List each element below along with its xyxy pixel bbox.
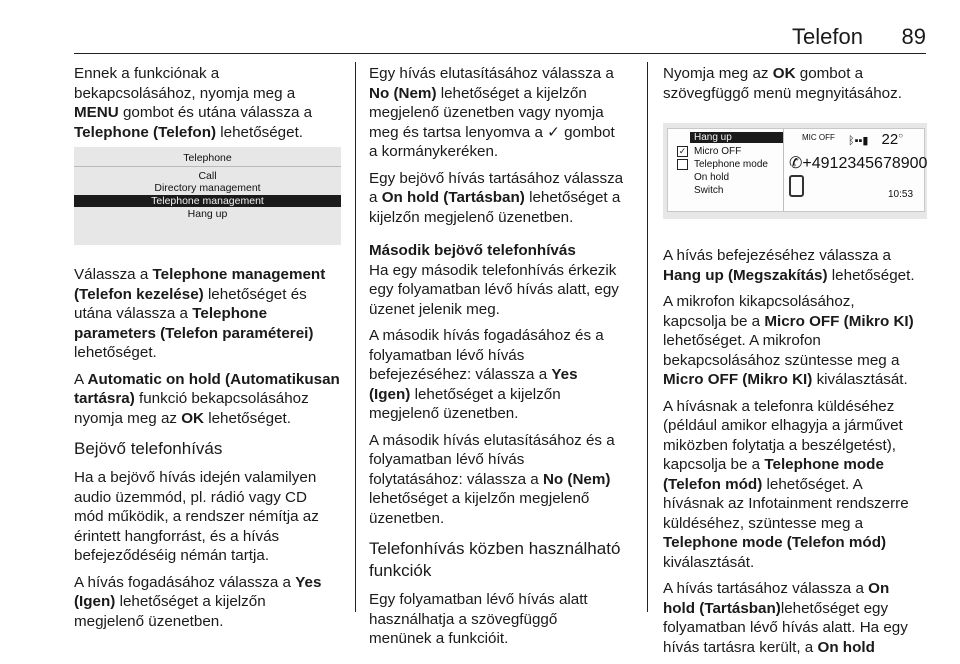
bluetooth-signal-icon: ᛒ▪▪▮ — [848, 135, 869, 147]
telephone-mode-checkbox-icon — [677, 159, 688, 170]
phone-display-screenshot — [663, 123, 927, 219]
status-bar — [848, 131, 903, 148]
phone-menu-on-hold: On hold — [694, 172, 730, 183]
second-call-heading: Második bejövő telefonhívás — [369, 242, 576, 259]
phone-menu-hang-up: Hang up — [690, 132, 784, 143]
menu-item-directory: Directory management — [154, 182, 261, 194]
check-icon: ✓ — [547, 123, 560, 141]
telephone-management-paragraph: Válassza a Telephone management (Telefon kezelése) lehetőséget és utána válassza a Telephone parameters (Telefon paraméterei) lehetőséget. — [74, 266, 326, 361]
second-call-paragraph: Ha egy második telefonhívás érkezik egy folyamatban lévő hívás alatt, egy üzenet jelenik meg. — [369, 261, 619, 318]
phone-number: ✆+4912345678900 — [789, 155, 928, 172]
degree-icon: ○ — [898, 131, 904, 140]
running-header-title: Telefon — [792, 24, 863, 49]
incoming-call-heading: Bejövő telefonhívás — [74, 439, 223, 458]
menu-item-call: Call — [198, 170, 217, 182]
on-hold-paragraph: A hívás tartásához válassza a On hold (Tartásban)lehetőséget egy folyamatban lévő hívás alatt. Ha egy hívás tartásra került, a On hold — [663, 580, 908, 656]
column-divider-2 — [647, 62, 648, 612]
temperature-readout: 22 — [881, 131, 899, 148]
page-number: 89 — [901, 24, 926, 49]
telephone-mode-paragraph: A hívásnak a telefonra küldéséhez (például amikor elhagyja a járművet miközben folytatja a beszélgetést), kapcsolja be a Telephone mode (Telefon mód) lehetőséget. A hívásnak az Infotainment rendszerre küldéséhez, szüntesse meg a Telephone mode (Telefon mód) kiválasztását. — [663, 397, 909, 571]
micro-off-paragraph: A mikrofon kikapcsolásához, kapcsolja be a Micro OFF (Mikro KI) lehetőséget. A mikrofon bekapcsolásához szüntesse meg a Micro OFF (Mikro KI) kiválasztását. — [663, 293, 914, 388]
incoming-call-paragraph: Ha a bejövő hívás idején valamilyen audio üzemmód, pl. rádió vagy CD mód működik, a rendszer némítja az érintett hangforrást, és a hívás befejeződéséig némán tartja. — [74, 469, 319, 564]
telephone-menu-screenshot — [74, 147, 341, 245]
auto-hold-paragraph: A Automatic on hold (Automatikusan tartásra) funkció bekapcsolásához nyomja meg az OK lehetőséget. — [74, 370, 340, 427]
reject-call-paragraph: Egy hívás elutasításához válassza a No (Nem) lehetőséget a kijelzőn megjelenő üzenetben vagy nyomja meg és tartsa lenyomva a ✓ gombot a kormánykeréken. — [369, 65, 615, 160]
open-menu-paragraph: Nyomja meg az OK gombot a szövegfüggő menü megnyitásához. — [663, 65, 902, 102]
phone-menu-micro-off: Micro OFF — [694, 146, 742, 157]
during-call-paragraph: Egy folyamatban lévő hívás alatt használhatja a szövegfüggő menünek a funkcióit. — [369, 591, 588, 647]
second-reject-paragraph: A második hívás elutasításához és a folyamatban lévő hívás folytatásához: válassza a No (Nem) lehetőséget a kijelzőn megjelenő üzenetben. — [369, 431, 615, 527]
micro-off-checkbox-icon: ✓ — [678, 146, 687, 156]
phone-handset-icon: ✆ — [789, 155, 803, 172]
phone-menu-telephone-mode: Telephone mode — [694, 159, 768, 170]
column-2 — [369, 64, 641, 656]
menu-title: Telephone — [183, 152, 232, 164]
hold-call-paragraph: Egy bejövő hívás tartásához válassza a On hold (Tartásban) lehetőséget a kijelzőn megjelenő üzenetben. — [369, 169, 624, 226]
during-call-heading: Telefonhívás közben használható funkciók — [369, 539, 621, 580]
menu-item-hang-up: Hang up — [187, 208, 228, 220]
call-time: 10:53 — [888, 189, 914, 200]
phone-menu-switch: Switch — [694, 185, 724, 196]
menu-item-telephone-management: Telephone management — [74, 195, 341, 207]
hang-up-paragraph: A hívás befejezéséhez válassza a Hang up (Megszakítás) lehetőséget. — [663, 247, 915, 284]
accept-call-paragraph: A hívás fogadásához válassza a Yes (Igen) lehetőséget a kijelzőn megjelenő üzenetben. — [74, 573, 322, 630]
mic-off-status: MIC OFF — [802, 133, 835, 142]
mobile-device-icon — [789, 175, 804, 197]
header-rule — [74, 53, 926, 54]
second-accept-paragraph: A második hívás fogadásához és a folyamatban lévő hívás befejezéséhez: válassza a Yes (Igen) lehetőséget a kijelzőn megjelenő üzenetben. — [369, 327, 604, 422]
column-divider-1 — [355, 62, 356, 612]
intro-paragraph: Ennek a funkciónak a bekapcsolásához, nyomja meg a MENU gombot és utána válassza a Telephone (Telefon) lehetőséget. — [74, 65, 313, 141]
